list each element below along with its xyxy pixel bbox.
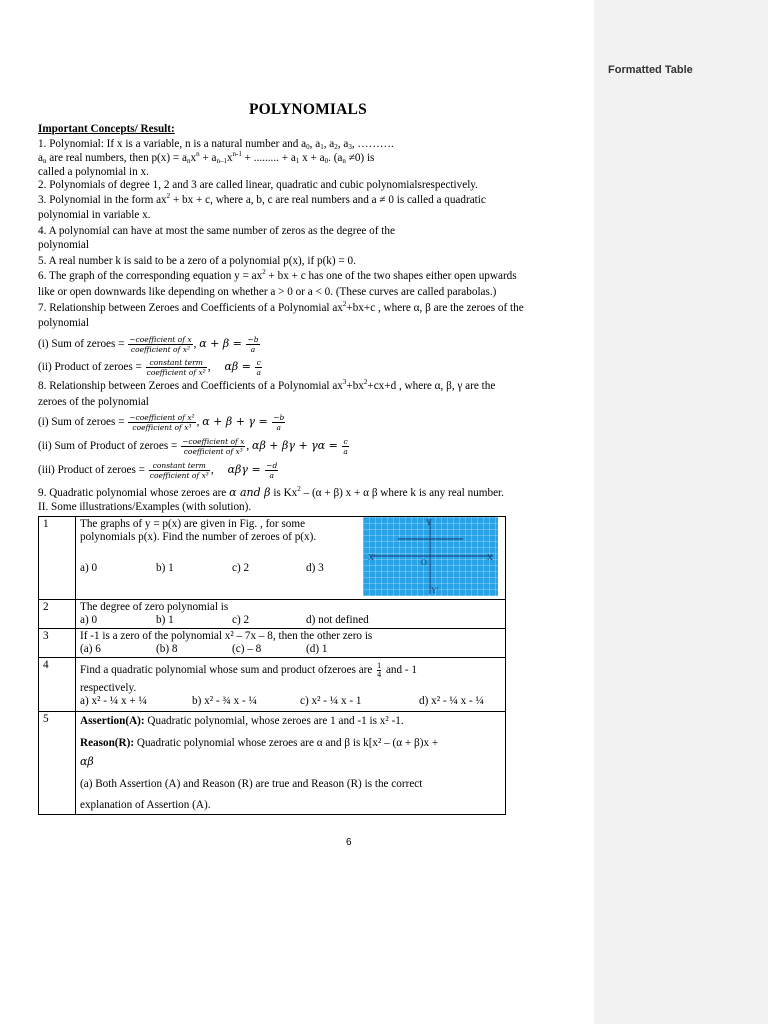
option-d: (d) 1: [306, 643, 328, 655]
option-d: d) x² - ¼ x - ¼: [419, 695, 484, 707]
question-text: polynomials p(x). Find the number of zeroes of p(x).: [80, 531, 317, 543]
concept-4-cont: polynomial: [38, 239, 89, 251]
option-c: c) x² - ¼ x - 1: [300, 695, 362, 707]
option-c: c) 2: [232, 614, 250, 626]
question-text: The graphs of y = p(x) are given in Fig. , for some: [80, 518, 306, 530]
option-d: d) 3: [306, 562, 324, 574]
option-a: (a) 6: [80, 643, 101, 655]
concept-9: 9. Quadratic polynomial whose zeroes are α and β is Kx$^2$ – (α + β) x + α β where k is any real number.: [38, 485, 504, 499]
option-c: (c) – 8: [232, 643, 262, 655]
option-b: b) x² - ¾ x - ¼: [192, 695, 257, 707]
concept-1-cont: $a_n$ are real numbers, then $p(x) = a_nx^n + a_{n-1}x^{n-1}$ + ......... + $a_1$ $x + a_0$. $(a_n \ne 0)$ is: [38, 150, 375, 165]
concept-3: 3. Polynomial in the form $ax^2$ + bx + c, where a, b, c are real numbers and a ≠ 0 is called a quadratic: [38, 192, 486, 206]
graph-svg: [363, 517, 498, 596]
concept-6: 6. The graph of the corresponding equation $y = ax^2$ + bx + c has one of the two shapes either open upwards: [38, 268, 517, 282]
cubic-product-zeroes: (iii) Product of zeroes = $\frac{\text{constant term}}{\text{coefficient of x³}}$ , αβγ = $\frac{-d}{a}$: [38, 461, 278, 480]
concept-6-cont: like or open downwards like depending on whether a > 0 or a < 0. (These curves are called parabolas.): [38, 286, 497, 298]
question-number: 5: [39, 712, 76, 815]
reason-text-cont: αβ: [80, 755, 94, 768]
sidebar-title: Formatted Table: [608, 64, 693, 76]
option-b: b) 1: [156, 562, 174, 574]
table-row: [39, 600, 506, 629]
section-heading: Important Concepts/ Result:: [38, 123, 175, 135]
question-number: 2: [39, 600, 76, 629]
options: [80, 614, 501, 627]
question-text: If -1 is a zero of the polynomial x² – 7x – 8, then the other zero is: [80, 630, 373, 642]
question-text: respectively.: [80, 682, 137, 694]
examples-heading: II. Some illustrations/Examples (with solution).: [38, 501, 252, 513]
reason-text: Reason(R): Quadratic polynomial whose zeroes are α and β is k[x² – (α + β)x +: [80, 737, 439, 749]
table-row: [39, 629, 506, 658]
y-axis-label: Y: [426, 518, 432, 527]
option-b: b) 1: [156, 614, 174, 626]
page-title: POLYNOMIALS: [249, 101, 367, 118]
option-d: d) not defined: [306, 614, 369, 626]
question-cell: [76, 712, 506, 815]
polynomial-graph: [363, 517, 498, 596]
concept-1: 1. Polynomial: If x is a variable, n is a natural number and $a_0$, $a_1$, $a_2$, $a_3$, ……….: [38, 138, 394, 151]
question-text: The degree of zero polynomial is: [80, 601, 229, 613]
concept-1-end: called a polynomial in x.: [38, 166, 149, 178]
page-number: 6: [346, 837, 352, 848]
option-b: (b) 8: [156, 643, 178, 655]
option-a: a) 0: [80, 614, 98, 626]
question-text: Find a quadratic polynomial whose sum and product ofzeroes are $\frac{1}{4}$ and - 1: [80, 661, 418, 679]
concept-2: 2. Polynomials of degree 1, 2 and 3 are called linear, quadratic and cubic polynomialsrespectively.: [38, 179, 478, 191]
x-axis-label: X: [487, 553, 493, 562]
concept-7: 7. Relationship between Zeroes and Coefficients of a Polynomial $ax^2+bx+c$ , where α, β are the zeroes of the: [38, 300, 524, 314]
options: [80, 695, 501, 708]
x-neg-axis-label: X': [368, 553, 376, 562]
comment-sidebar: [594, 0, 768, 1024]
question-number: 1: [39, 517, 76, 600]
concept-8: 8. Relationship between Zeroes and Coefficients of a Polynomial $ax^3+bx^2+cx+d$ , where α, β, γ are the: [38, 378, 496, 392]
option-text: explanation of Assertion (A).: [80, 799, 211, 811]
concept-5: 5. A real number k is said to be a zero of a polynomial p(x), if p(k) = 0.: [38, 255, 356, 267]
quad-sum-zeroes: (i) Sum of zeroes = $\frac{\text{−coefficient of x}}{\text{coefficient of x²}}$ , α + β = $\frac{-b}{a}$: [38, 335, 259, 354]
question-cell: [76, 629, 506, 658]
option-a: a) 0: [80, 562, 98, 574]
cubic-sum-zeroes: (i) Sum of zeroes = $\frac{\text{−coefficient of x²}}{\text{coefficient of x³}}$ , α + β + γ = $\frac{-b}{a}$: [38, 413, 285, 432]
question-number: 4: [39, 658, 76, 712]
question-number: 3: [39, 629, 76, 658]
table-row: [39, 658, 506, 712]
question-cell: [76, 600, 506, 629]
option-c: c) 2: [232, 562, 250, 574]
y-neg-axis-label: Y': [431, 586, 439, 595]
origin-label: O: [421, 558, 427, 567]
option-a: a) x² - ¼ x + ¼: [80, 695, 147, 707]
concept-8-cont: zeroes of the polynomial: [38, 396, 149, 408]
concept-3-cont: polynomial in variable x.: [38, 209, 151, 221]
concept-4: 4. A polynomial can have at most the same number of zeros as the degree of the: [38, 225, 395, 237]
cubic-sum-product: (ii) Sum of Product of zeroes = $\frac{\text{−coefficient of x}}{\text{coefficient of x³}}$ , αβ + βγ + γα = $\frac{c}{a}$: [38, 437, 348, 456]
quad-product-zeroes: (ii) Product of zeroes = $\frac{\text{constant term}}{\text{coefficient of x²}}$ , αβ = $\frac{c}{a}$: [38, 358, 261, 377]
assertion-text: Assertion(A): Quadratic polynomial, whose zeroes are 1 and -1 is x² -1.: [80, 715, 404, 727]
option-text: (a) Both Assertion (A) and Reason (R) are true and Reason (R) is the correct: [80, 778, 423, 790]
concept-7-cont: polynomial: [38, 317, 89, 329]
table-row: [39, 712, 506, 815]
question-cell: [76, 658, 506, 712]
options: [80, 643, 501, 656]
